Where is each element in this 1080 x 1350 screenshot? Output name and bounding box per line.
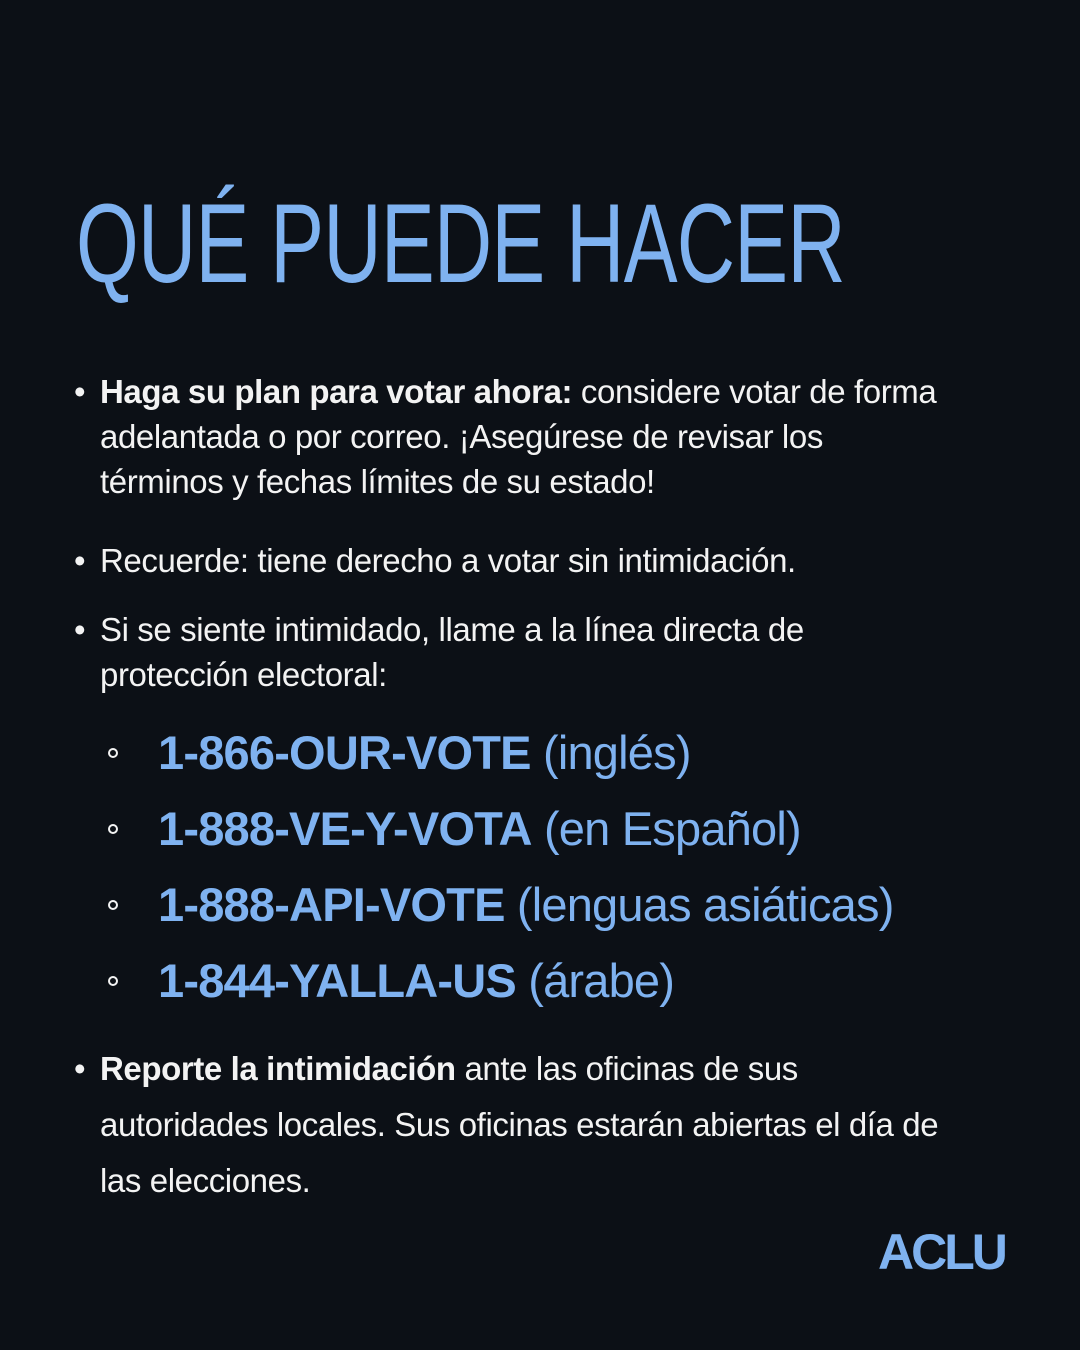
- circle-bullet-icon: [108, 976, 118, 986]
- bullet-emphasis: Haga su plan para votar ahora:: [100, 373, 573, 410]
- hotline-number: 1-888-API-VOTE (lenguas asiáticas): [158, 878, 894, 931]
- bullet-text: ante las oficinas de sus autoridades locales. Sus oficinas estarán abiertas el día de las elecciones.: [100, 1050, 939, 1199]
- bullet-marker: •: [74, 373, 86, 410]
- aclu-logo: ACLU: [878, 1224, 1005, 1280]
- bullet-right-to-vote: [74, 538, 954, 583]
- hotline-number: 1-888-VE-Y-VOTA (en Español): [158, 802, 801, 855]
- hotline-language: (en Español): [531, 802, 801, 855]
- page-title: QUÉ PUEDE HACER: [76, 181, 845, 306]
- bullet-plan-to-vote: [74, 369, 954, 504]
- circle-bullet-icon: [108, 900, 118, 910]
- hotline-number: 1-844-YALLA-US (árabe): [158, 954, 675, 1007]
- bullet-report-intimidation: [74, 1041, 954, 1209]
- bullet-emphasis: Reporte la intimidación: [100, 1050, 456, 1087]
- hotline-language: (árabe): [515, 954, 675, 1007]
- bullet-text: Si se siente intimidado, llame a la línea directa de protección electoral:: [100, 611, 804, 693]
- bullet-content: [74, 1041, 954, 1209]
- circle-bullet-icon: [108, 824, 118, 834]
- bullet-text: considere votar de forma adelantada o por correo. ¡Asegúrese de revisar los términos y fechas límites de su estado!: [100, 373, 937, 500]
- bullet-marker: •: [74, 542, 86, 579]
- hotline-language: (lenguas asiáticas): [504, 878, 894, 931]
- bullet-text: Recuerde: tiene derecho a votar sin intimidación.: [100, 542, 796, 579]
- circle-bullet-icon: [108, 748, 118, 758]
- bullet-content: [74, 369, 954, 504]
- bullet-hotline-intro: [74, 607, 954, 697]
- bullet-marker: •: [74, 1050, 86, 1087]
- hotline-number: 1-866-OUR-VOTE (inglés): [158, 726, 691, 779]
- bullet-marker: •: [74, 611, 86, 648]
- hotline-language: (inglés): [530, 726, 691, 779]
